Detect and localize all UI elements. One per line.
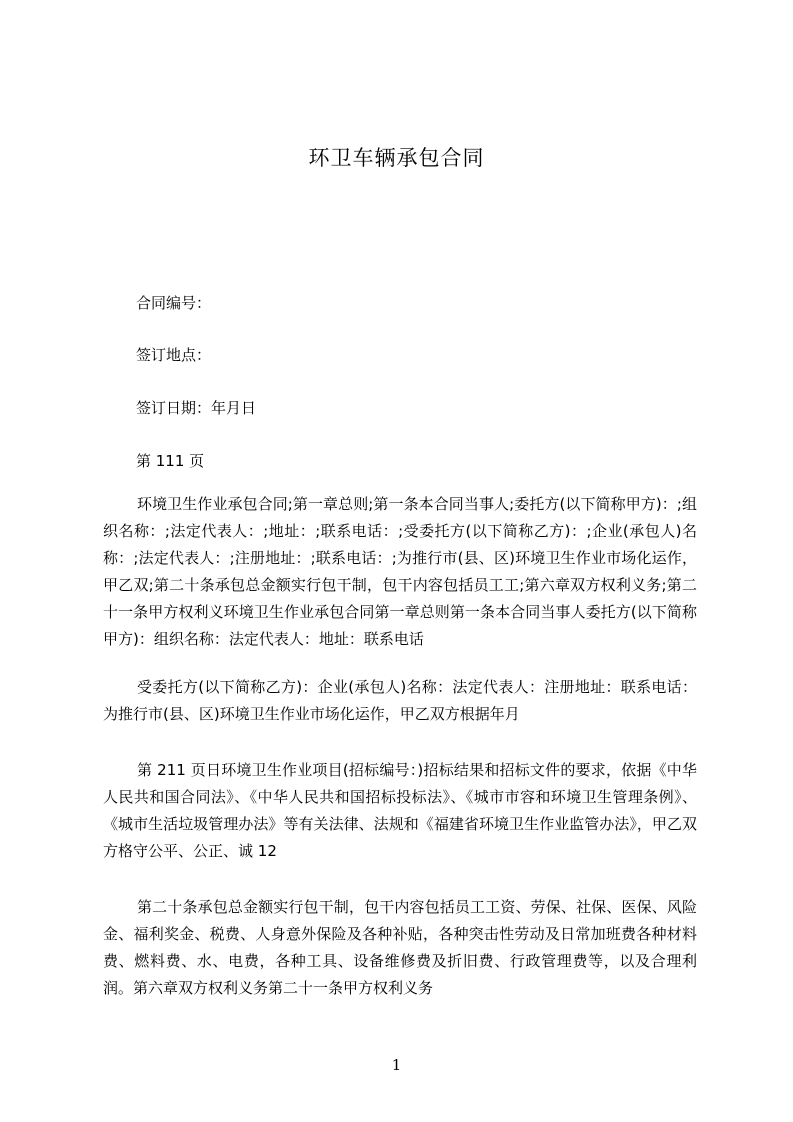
paragraph-4: 第二十条承包总金额实行包干制，包干内容包括员工工资、劳保、社保、医保、风险金、福利奖金、税费、人身意外保险及各种补贴，各种突击性劳动及日常加班费各种材料费、燃料费、水、电费，各种工具、设备维修费及折旧费、行政管理费等，以及合理利润。第六章双方权利义务第二十一条甲方权利义务 — [103, 898, 697, 997]
signing-date-field: 签订日期：年月日 — [136, 399, 257, 417]
page-number: 1 — [391, 1056, 402, 1074]
paragraph-2: 受委托方(以下简称乙方)：企业(承包人)名称：法定代表人：注册地址：联系电话：为推行市(县、区)环境卫生作业市场化运作，甲乙双方根据年月 — [103, 678, 697, 723]
page-reference: 第 111 页 — [136, 452, 205, 470]
contract-number-field: 合同编号： — [136, 294, 212, 312]
document-title: 环卫车辆承包合同 — [308, 146, 485, 170]
paragraph-1: 环境卫生作业承包合同;第一章总则;第一条本合同当事人;委托方(以下简称甲方)：;组织名称：;法定代表人：;地址：;联系电话：;受委托方(以下简称乙方)：;企业(承包人)名称：;法定代表人：;注册地址：;联系电话：;为推行市(县、区)环境卫生作业市场化运作，甲乙双;第二十条承包总金额实行包干制，包干内容包括员工工;第六章双方权利义务;第二十一条甲方权利义环境卫生作业承包合同第一章总则第一条本合同当事人委托方(以下简称甲方)：组织名称：法定代表人：地址：联系电话 — [103, 495, 697, 648]
signing-place-field: 签订地点： — [136, 346, 212, 364]
paragraph-3: 第 211 页日环境卫生作业项目(招标编号：)招标结果和招标文件的要求，依据《中华人民共和国合同法》、《中华人民共和国招标投标法》、《城市市容和环境卫生管理条例》、《城市生活垃圾管理办法》等有关法律、法规和《福建省环境卫生作业监管办法》，甲乙双方格守公平、公正、诚 12 — [103, 761, 697, 860]
